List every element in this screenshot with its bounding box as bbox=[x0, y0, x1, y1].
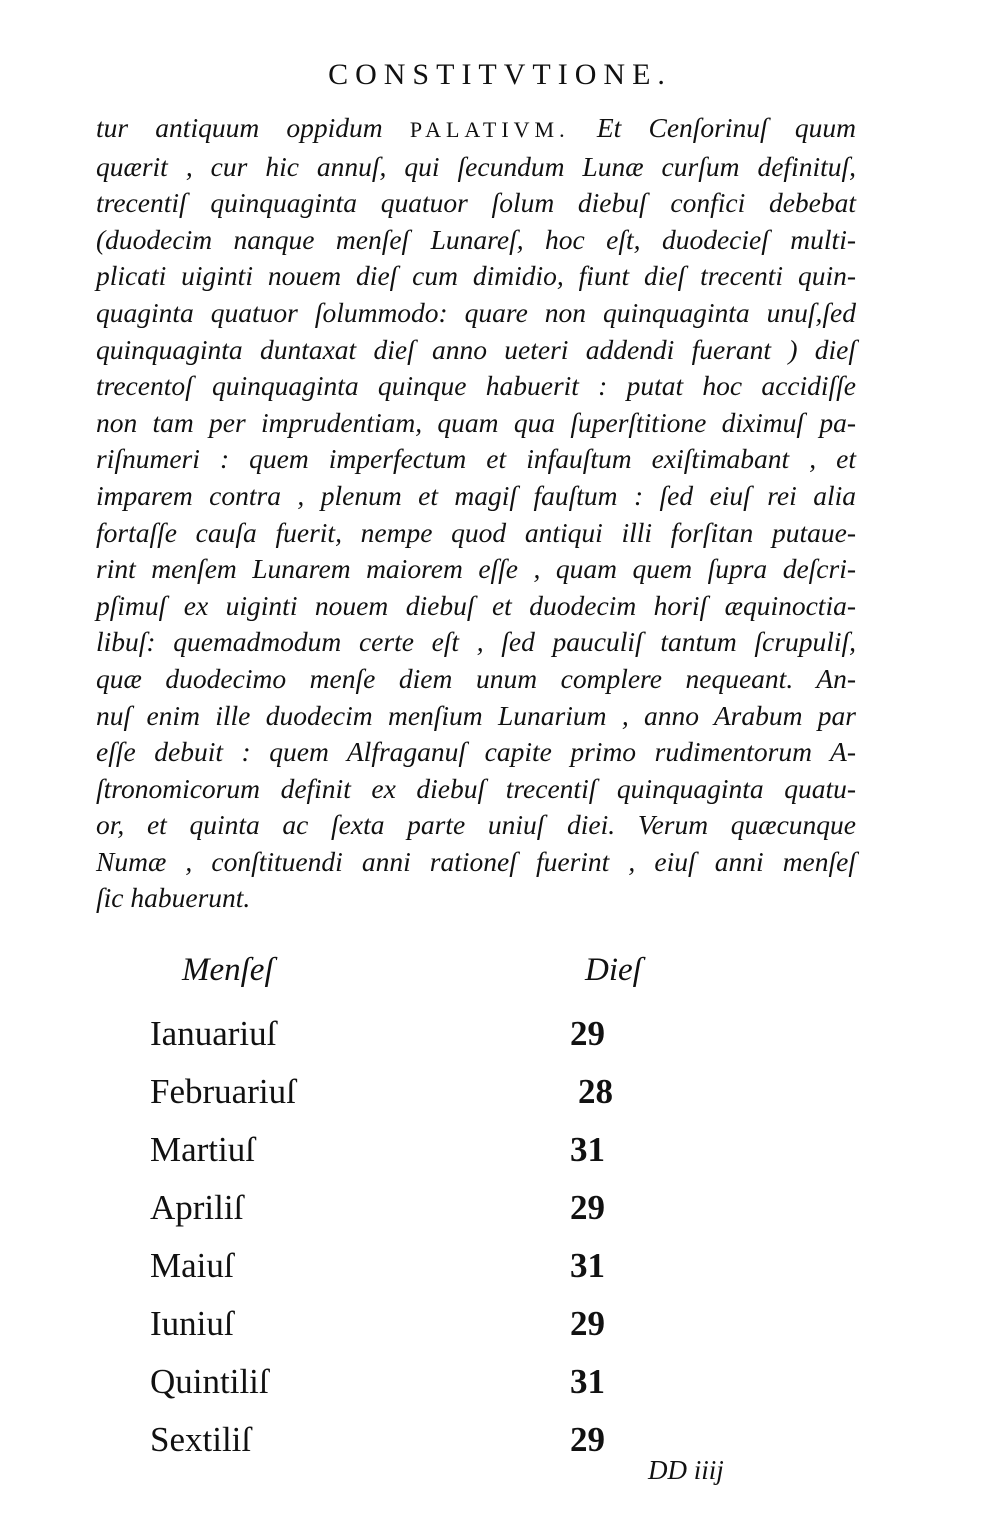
printer-signature-mark: DD iiij bbox=[648, 1455, 724, 1485]
month-name: Februariuſ bbox=[150, 1072, 296, 1111]
day-count: 31 bbox=[570, 1130, 605, 1169]
paragraph-line: Numæ , conſtituendi anni rationeſ fuerint , eiuſ anni menſeſ bbox=[96, 845, 856, 877]
day-count: 29 bbox=[570, 1014, 605, 1053]
month-name: Ianuariuſ bbox=[150, 1014, 277, 1053]
paragraph-line: eſſe debuit : quem Alfraganuſ capite primo rudimentorum A- bbox=[96, 736, 856, 768]
day-count: 31 bbox=[570, 1246, 605, 1285]
day-count: 28 bbox=[578, 1072, 613, 1111]
month-name: Iuniuſ bbox=[150, 1304, 234, 1343]
palatium-small-caps: PALATIVM. bbox=[409, 117, 570, 142]
paragraph-line: fortaſſe cauſa fuerit, nempe quod antiqui illi forſitan putaue- bbox=[96, 516, 856, 548]
day-count: 29 bbox=[570, 1420, 605, 1459]
running-header: CONSTITVTIONE. bbox=[328, 58, 672, 91]
paragraph-line: libuſ: quemadmodum certe eſt , ſed pauculiſ tantum ſcrupuliſ, bbox=[96, 626, 856, 658]
paragraph-line: tur antiquum oppidum PALATIVM. Et Cenſorinuſ quum bbox=[96, 112, 856, 143]
day-count: 31 bbox=[570, 1362, 605, 1401]
paragraph-line: rint menſem Lunarem maiorem eſſe , quam quem ſupra deſcri- bbox=[96, 553, 856, 585]
paragraph-line: non tam per imprudentiam, quam qua ſuperſtitione diximuſ pa- bbox=[96, 406, 856, 438]
paragraph-line: quaginta quatuor ſolummodo: quare non quinquaginta unuſ,ſed bbox=[96, 296, 856, 328]
paragraph-line: quæ duodecimo menſe diem unum complere nequeant. An- bbox=[96, 662, 856, 694]
month-name: Martiuſ bbox=[150, 1130, 255, 1169]
main-paragraph bbox=[96, 110, 856, 917]
paragraph-line: nuſ enim ille duodecim menſium Lunarium , anno Arabum par bbox=[96, 699, 856, 731]
paragraph-line: pſimuſ ex uiginti nouem diebuſ et duodecim horiſ æquinoctia- bbox=[96, 589, 856, 621]
month-name: Apriliſ bbox=[150, 1188, 244, 1227]
day-count: 29 bbox=[570, 1304, 605, 1343]
paragraph-line: imparem contra , plenum et magiſ fauſtum : ſed eiuſ rei alia bbox=[96, 479, 856, 511]
days-column bbox=[570, 1005, 613, 1469]
paragraph-line: trecentiſ quinquaginta quatuor ſolum diebuſ confici debebat bbox=[96, 187, 856, 219]
paragraph-line: (duodecim nanque menſeſ Lunareſ, hoc eſt, duodecieſ multi- bbox=[96, 223, 856, 255]
paragraph-line: plicati uiginti nouem dieſ cum dimidio, fiunt dieſ trecenti quin- bbox=[96, 260, 856, 292]
paragraph-line: quinquaginta duntaxat dieſ anno ueteri addendi fuerant ) dieſ bbox=[96, 333, 856, 365]
month-name: Sextiliſ bbox=[150, 1420, 252, 1459]
months-column-header: Menſeſ bbox=[182, 952, 274, 988]
day-count: 29 bbox=[570, 1188, 605, 1227]
months-column bbox=[150, 1005, 296, 1469]
paragraph-line: ſtronomicorum definit ex diebuſ trecentiſ quinquaginta quatu- bbox=[96, 772, 856, 804]
days-column-header: Dieſ bbox=[585, 952, 642, 988]
paragraph-line: quærit , cur hic annuſ, qui ſecundum Lunæ curſum definituſ, bbox=[96, 150, 856, 182]
month-name: Maiuſ bbox=[150, 1246, 234, 1285]
paragraph-line: or, et quinta ac ſexta parte uniuſ diei. Verum quæcunque bbox=[96, 809, 856, 841]
month-name: Quintiliſ bbox=[150, 1362, 269, 1401]
paragraph-line: riſnumeri : quem imperfectum et infauſtum exiſtimabant , et bbox=[96, 443, 856, 475]
paragraph-line: trecentoſ quinquaginta quinque habuerit : putat hoc accidiſſe bbox=[96, 370, 856, 402]
paragraph-line: ſic habuerunt. bbox=[96, 882, 251, 914]
